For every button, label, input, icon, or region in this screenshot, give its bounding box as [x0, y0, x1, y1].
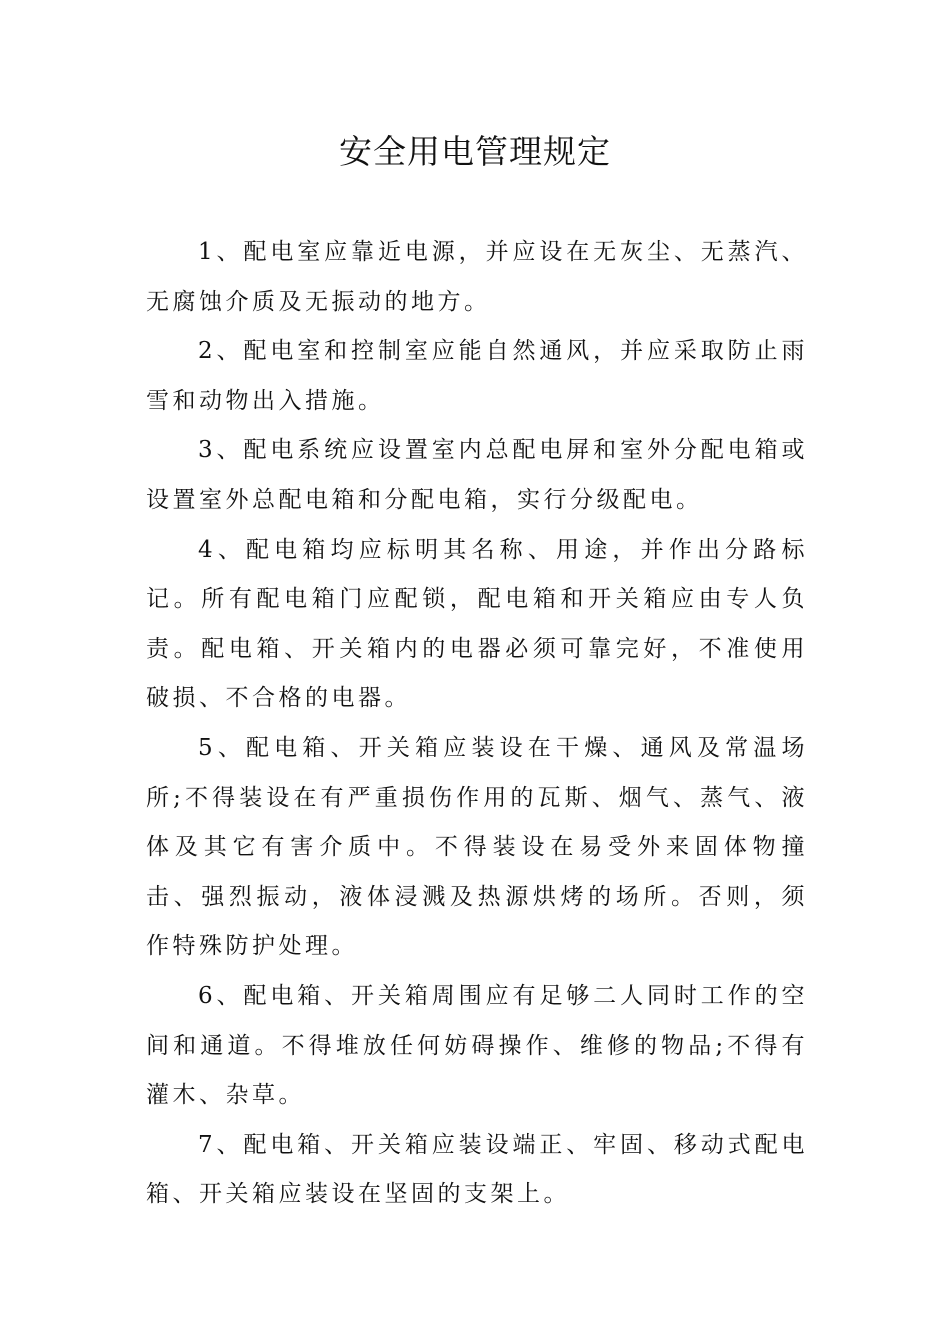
clause-4: 4、配电箱均应标明其名称、用途，并作出分路标记。所有配电箱门应配锁，配电箱和开关箱应由专人负责。配电箱、开关箱内的电器必须可靠完好，不准使用破损、不合格的电器。 — [146, 536, 808, 712]
clause-6: 6、配电箱、开关箱周围应有足够二人同时工作的空间和通道。不得堆放任何妨碍操作、维修的物品;不得有灌木、杂草。 — [146, 982, 808, 1109]
clause-7: 7、配电箱、开关箱应装设端正、牢固、移动式配电箱、开关箱应装设在坚固的支架上。 — [146, 1131, 808, 1208]
clause-5: 5、配电箱、开关箱应装设在干燥、通风及常温场所;不得装设在有严重损伤作用的瓦斯、烟气、蒸气、液体及其它有害介质中。不得装设在易受外来固体物撞击、强烈振动，液体浸溅及热源烘烤的场所。否则，须作特殊防护处理。 — [146, 734, 808, 960]
clause-3: 3、配电系统应设置室内总配电屏和室外分配电箱或设置室外总配电箱和分配电箱，实行分级配电。 — [146, 437, 808, 513]
document-body — [146, 228, 808, 1220]
document-title: 安全用电管理规定 — [339, 132, 611, 171]
clause-1: 1、配电室应靠近电源，并应设在无灰尘、无蒸汽、无腐蚀介质及无振动的地方。 — [146, 239, 808, 315]
clause-2: 2、配电室和控制室应能自然通风，并应采取防止雨雪和动物出入措施。 — [146, 338, 808, 414]
